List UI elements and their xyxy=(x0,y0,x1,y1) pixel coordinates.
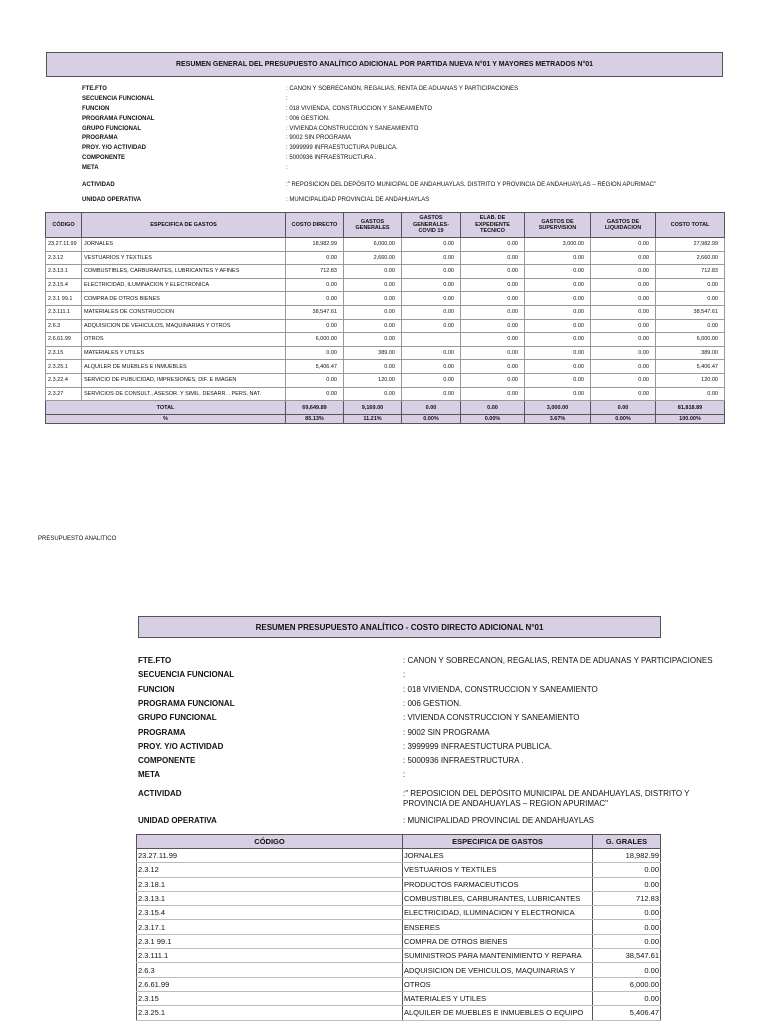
amount-cell: 0.00 xyxy=(286,278,344,292)
amount-cell: 0.00 xyxy=(525,278,591,292)
code-cell: 2.3.25.1 xyxy=(46,360,82,374)
caption-presupuesto-analitico: PRESUPUESTO ANALITICO xyxy=(38,536,117,542)
amount-cell: 0.00 xyxy=(461,278,525,292)
amount-cell: 0.00 xyxy=(402,251,461,265)
spec-cell: ALQUILER DE MUEBLES E INMUEBLES O EQUIPO xyxy=(403,1006,593,1020)
amount-cell: 0.00 xyxy=(656,319,725,333)
amount-cell: 0.00 xyxy=(344,265,402,279)
amount-cell: 0.00 xyxy=(591,305,656,319)
table-row xyxy=(46,360,725,374)
amount-cell: 0.00 xyxy=(344,305,402,319)
amount-cell: 0.00 xyxy=(402,278,461,292)
amount-cell: 0.00 xyxy=(461,319,525,333)
code-cell: 2.3.27 xyxy=(46,387,82,401)
amount-cell: 0.00 xyxy=(593,963,661,977)
total-row-label: TOTAL xyxy=(46,401,286,415)
info-label: ACTIVIDAD xyxy=(82,182,115,188)
info-label: META xyxy=(82,165,99,171)
info-label: PROGRAMA FUNCIONAL xyxy=(82,116,155,122)
info-label: GRUPO FUNCIONAL xyxy=(82,126,141,132)
amount-cell: 0.00 xyxy=(525,373,591,387)
amount-cell: 0.00 xyxy=(591,387,656,401)
amount-cell: 0.00 xyxy=(402,346,461,360)
column-header: ESPECIFICA DE GASTOS xyxy=(82,213,286,238)
amount-cell: 0.00 xyxy=(593,991,661,1005)
amount-cell: 0.00 xyxy=(525,305,591,319)
spec-cell: PRODUCTOS FARMACEUTICOS xyxy=(403,877,593,891)
amount-cell: 0.00 xyxy=(344,278,402,292)
code-cell: 2.6.61.99 xyxy=(137,977,403,991)
percent-row-cell: 100.00% xyxy=(656,415,725,424)
amount-cell: 0.00 xyxy=(402,292,461,306)
percent-row-cell: 0.00% xyxy=(461,415,525,424)
column-header: ESPECIFICA DE GASTOS xyxy=(403,835,593,849)
total-row-cell: 0.00 xyxy=(591,401,656,415)
info-value: : 9002 SIN PROGRAMA xyxy=(403,727,490,737)
info-label: FTE.FTO xyxy=(138,656,172,665)
amount-cell: 0.00 xyxy=(593,906,661,920)
amount-cell: 0.00 xyxy=(461,265,525,279)
info-value: : MUNICIPALIDAD PROVINCIAL DE ANDAHUAYLAS xyxy=(286,197,430,203)
info-value: : 018 VIVIENDA, CONSTRUCCION Y SANEAMIENTO xyxy=(286,106,433,112)
amount-cell: 0.00 xyxy=(591,346,656,360)
amount-cell: 0.00 xyxy=(525,346,591,360)
code-cell: 2.3.12 xyxy=(46,251,82,265)
amount-cell: 0.00 xyxy=(525,319,591,333)
code-cell: 2.3.1 99.1 xyxy=(137,934,403,948)
amount-cell: 0.00 xyxy=(286,346,344,360)
column-header: CÓDIGO xyxy=(46,213,82,238)
amount-cell: 0.00 xyxy=(525,360,591,374)
table-row xyxy=(46,387,725,401)
table-row xyxy=(46,292,725,306)
info-value: : 5000936 INFRAESTRUCTURA . xyxy=(286,155,377,161)
amount-cell: 0.00 xyxy=(591,360,656,374)
amount-cell: 0.00 xyxy=(591,238,656,252)
amount-cell: 18,982.99 xyxy=(593,849,661,863)
column-header: GASTOS DE LIQUIDACION xyxy=(591,213,656,238)
summary-title: RESUMEN GENERAL DEL PRESUPUESTO ANALÍTICO ADICIONAL POR PARTIDA NUEVA N°01 Y MAYORES METRADOS N°01 xyxy=(46,52,723,77)
info-value: : xyxy=(286,165,288,171)
column-header: COSTO DIRECTO xyxy=(286,213,344,238)
amount-cell: 0.00 xyxy=(461,238,525,252)
spec-cell: ELECTRICIDAD, ILUMINACION Y ELECTRONICA xyxy=(403,906,593,920)
table-row xyxy=(46,251,725,265)
info-label: PROGRAMA FUNCIONAL xyxy=(138,698,235,708)
column-header: GASTOS DE SUPERVISION xyxy=(525,213,591,238)
summary-info-block xyxy=(82,84,722,206)
spec-cell: ADQUISICION DE VEHICULOS, MAQUINARIAS Y OTROS xyxy=(82,319,286,333)
spec-cell: ELECTRICIDAD, ILUMINACION Y ELECTRONICA xyxy=(82,278,286,292)
code-cell: 2.6.3 xyxy=(46,319,82,333)
amount-cell: 0.00 xyxy=(461,346,525,360)
spec-cell: COMPRA DE OTROS BIENES xyxy=(82,292,286,306)
info-label: SECUENCIA FUNCIONAL xyxy=(138,670,235,680)
percent-row-cell: 3.67% xyxy=(525,415,591,424)
info-label: FUNCION xyxy=(82,106,110,112)
percent-row-cell: 0.00% xyxy=(402,415,461,424)
table-row xyxy=(46,333,725,347)
code-cell: 2.3.22.4 xyxy=(46,373,82,387)
info-label: SECUENCIA FUNCIONAL xyxy=(82,96,155,102)
amount-cell: 0.00 xyxy=(525,387,591,401)
table-row xyxy=(46,346,725,360)
info-value: : 3999999 INFRAESTUCTURA PUBLICA. xyxy=(403,741,552,751)
amount-cell: 38,547.61 xyxy=(656,305,725,319)
amount-cell: 0.00 xyxy=(591,265,656,279)
amount-cell: 0.00 xyxy=(656,292,725,306)
code-cell: 2.6.61.99 xyxy=(46,333,82,347)
amount-cell xyxy=(402,333,461,347)
info-value: : 5000936 INFRAESTRUCTURA . xyxy=(403,756,524,766)
amount-cell: 712.83 xyxy=(656,265,725,279)
amount-cell: 0.00 xyxy=(286,319,344,333)
column-header: ELAB. DE EXPEDIENTE TECNICO xyxy=(461,213,525,238)
amount-cell: 0.00 xyxy=(591,333,656,347)
table-row xyxy=(137,906,661,920)
spec-cell: ADQUISICION DE VEHICULOS, MAQUINARIAS Y xyxy=(403,963,593,977)
amount-cell: 712.83 xyxy=(593,891,661,905)
amount-cell: 2,660.00 xyxy=(656,251,725,265)
info-value: PROVINCIA DE ANDAHUAYLAS – REGION APURIMAC" xyxy=(403,799,608,808)
table-row xyxy=(46,278,725,292)
amount-cell: 0.00 xyxy=(525,251,591,265)
table-row xyxy=(137,877,661,891)
table-row xyxy=(137,849,661,863)
code-cell: 2.3.111.1 xyxy=(46,305,82,319)
percent-row xyxy=(46,415,725,424)
percent-row-label: % xyxy=(46,415,286,424)
info-value: :" REPOSICION DEL DEPÓSITO MUNICIPAL DE ANDAHUAYLAS, DISTRITO Y PROVINCIA DE ANDAHUAYLAS – REGION APURIMAC" xyxy=(286,182,657,188)
detail-budget-table xyxy=(136,834,661,1021)
amount-cell: 38,547.61 xyxy=(593,949,661,963)
total-row-cell: 9,169.00 xyxy=(344,401,402,415)
amount-cell: 120.00 xyxy=(656,373,725,387)
total-row-cell: 3,000.00 xyxy=(525,401,591,415)
info-value: : xyxy=(286,96,288,102)
amount-cell: 0.00 xyxy=(402,387,461,401)
code-cell: 2.6.3 xyxy=(137,963,403,977)
info-label: COMPONENTE xyxy=(82,155,126,161)
total-row-cell: 81,818.89 xyxy=(656,401,725,415)
amount-cell: 3,000.00 xyxy=(525,238,591,252)
info-value: : VIVIENDA CONSTRUCCION Y SANEAMIENTO xyxy=(403,713,580,723)
spec-cell: ALQUILER DE MUEBLES E INMUEBLES xyxy=(82,360,286,374)
amount-cell: 0.00 xyxy=(344,387,402,401)
amount-cell: 0.00 xyxy=(591,373,656,387)
info-label: UNIDAD OPERATIVA xyxy=(82,197,142,203)
amount-cell: 6,000.00 xyxy=(286,333,344,347)
amount-cell: 0.00 xyxy=(461,305,525,319)
amount-cell: 0.00 xyxy=(591,278,656,292)
code-cell: 2.3.15 xyxy=(137,991,403,1005)
amount-cell: 389.00 xyxy=(344,346,402,360)
code-cell: 2.3.111.1 xyxy=(137,949,403,963)
amount-cell: 0.00 xyxy=(286,292,344,306)
amount-cell: 0.00 xyxy=(402,360,461,374)
amount-cell: 120.00 xyxy=(344,373,402,387)
info-value: :" REPOSICION DEL DEPÓSITO MUNICIPAL DE ANDAHUAYLAS, DISTRITO Y xyxy=(403,789,690,798)
spec-cell: ENSERES xyxy=(403,920,593,934)
amount-cell: 0.00 xyxy=(344,333,402,347)
amount-cell: 0.00 xyxy=(656,278,725,292)
spec-cell: VESTUARIOS Y TEXTILES xyxy=(82,251,286,265)
table-row xyxy=(137,963,661,977)
amount-cell: 0.00 xyxy=(286,251,344,265)
column-header: GASTOS GENERALES- COVID 19 xyxy=(402,213,461,238)
amount-cell: 0.00 xyxy=(593,920,661,934)
amount-cell: 0.00 xyxy=(461,387,525,401)
code-cell: 2.3.13.1 xyxy=(137,891,403,905)
table-row xyxy=(137,863,661,877)
spec-cell: COMBUSTIBLES, CARBURANTES, LUBRICANTES Y AFINES xyxy=(82,265,286,279)
amount-cell: 0.00 xyxy=(344,360,402,374)
info-label: PROY. Y/O ACTIVIDAD xyxy=(82,145,147,151)
amount-cell: 0.00 xyxy=(461,373,525,387)
info-value: : 9002 SIN PROGRAMA xyxy=(286,135,352,141)
code-cell: 2.3.18.1 xyxy=(137,877,403,891)
table-row xyxy=(46,265,725,279)
column-header: CÓDIGO xyxy=(137,835,403,849)
amount-cell: 0.00 xyxy=(402,265,461,279)
info-value: : 006 GESTION. xyxy=(403,698,462,708)
info-label: META xyxy=(138,770,161,780)
info-label: COMPONENTE xyxy=(138,756,196,766)
spec-cell: JORNALES xyxy=(403,849,593,863)
amount-cell: 0.00 xyxy=(344,319,402,333)
column-header: GASTOS GENERALES xyxy=(344,213,402,238)
code-cell: 2.3.13.1 xyxy=(46,265,82,279)
amount-cell: 0.00 xyxy=(593,934,661,948)
amount-cell: 0.00 xyxy=(591,251,656,265)
spec-cell: SUMINISTROS PARA MANTENIMIENTO Y REPARA xyxy=(403,949,593,963)
info-label: PROGRAMA xyxy=(138,727,186,737)
amount-cell: 0.00 xyxy=(591,319,656,333)
spec-cell: OTROS xyxy=(403,977,593,991)
amount-cell: 0.00 xyxy=(525,292,591,306)
code-cell: 23.27.11.99 xyxy=(137,849,403,863)
spec-cell: JORNALES xyxy=(82,238,286,252)
info-label: ACTIVIDAD xyxy=(138,789,182,798)
amount-cell: 0.00 xyxy=(591,292,656,306)
percent-row-cell: 85.13% xyxy=(286,415,344,424)
amount-cell: 0.00 xyxy=(525,333,591,347)
spec-cell: MATERIALES Y UTILES xyxy=(403,991,593,1005)
amount-cell: 0.00 xyxy=(593,863,661,877)
total-row-cell: 0.00 xyxy=(402,401,461,415)
total-row xyxy=(46,401,725,415)
info-label: FTE.FTO xyxy=(82,86,107,92)
summary-table-header xyxy=(46,213,725,238)
info-value: : CANON Y SOBRECANON, REGALIAS, RENTA DE ADUANAS Y PARTICIPACIONES xyxy=(403,656,713,665)
amount-cell: 0.00 xyxy=(402,238,461,252)
table-row xyxy=(137,891,661,905)
info-label: PROGRAMA xyxy=(82,135,118,141)
info-value: : 3999999 INFRAESTUCTURA PUBLICA. xyxy=(286,145,398,151)
code-cell: 2.3.15.4 xyxy=(46,278,82,292)
table-row xyxy=(137,949,661,963)
amount-cell: 0.00 xyxy=(461,333,525,347)
amount-cell: 389.00 xyxy=(656,346,725,360)
info-value: : 006 GESTION. xyxy=(286,116,330,122)
amount-cell: 0.00 xyxy=(461,360,525,374)
table-row xyxy=(137,977,661,991)
detail-title: RESUMEN PRESUPUESTO ANALÍTICO - COSTO DIRECTO ADICIONAL N°01 xyxy=(138,616,661,638)
table-row xyxy=(46,373,725,387)
amount-cell: 5,406.47 xyxy=(286,360,344,374)
total-row-cell: 0.00 xyxy=(461,401,525,415)
total-row-cell: 69,649.89 xyxy=(286,401,344,415)
info-value: : MUNICIPALIDAD PROVINCIAL DE ANDAHUAYLAS xyxy=(403,816,595,825)
amount-cell: 0.00 xyxy=(344,292,402,306)
info-label: UNIDAD OPERATIVA xyxy=(138,816,217,825)
info-label: PROY. Y/O ACTIVIDAD xyxy=(138,741,224,751)
spec-cell: COMBUSTIBLES, CARBURANTES, LUBRICANTES xyxy=(403,891,593,905)
amount-cell: 0.00 xyxy=(593,877,661,891)
amount-cell: 2,660.00 xyxy=(344,251,402,265)
table-row xyxy=(46,305,725,319)
table-row xyxy=(137,991,661,1005)
percent-row-cell: 0.00% xyxy=(591,415,656,424)
detail-table-header xyxy=(137,835,661,849)
amount-cell: 6,000.00 xyxy=(344,238,402,252)
spec-cell: VESTUARIOS Y TEXTILES xyxy=(403,863,593,877)
amount-cell: 0.00 xyxy=(286,387,344,401)
amount-cell: 0.00 xyxy=(656,387,725,401)
column-header: COSTO TOTAL xyxy=(656,213,725,238)
code-cell: 2.3.15.4 xyxy=(137,906,403,920)
amount-cell: 27,982.99 xyxy=(656,238,725,252)
code-cell: 2.3.17.1 xyxy=(137,920,403,934)
info-label: FUNCION xyxy=(138,684,175,694)
amount-cell: 0.00 xyxy=(402,319,461,333)
spec-cell: MATERIALES DE CONSTRUCCION xyxy=(82,305,286,319)
table-row xyxy=(46,319,725,333)
code-cell: 2.3.15 xyxy=(46,346,82,360)
code-cell: 23.27.11.99 xyxy=(46,238,82,252)
info-value: : xyxy=(403,770,406,780)
info-label: GRUPO FUNCIONAL xyxy=(138,713,217,723)
table-row xyxy=(137,934,661,948)
amount-cell: 38,547.61 xyxy=(286,305,344,319)
amount-cell: 0.00 xyxy=(402,305,461,319)
info-value: : CANON Y SOBRECANON, REGALIAS, RENTA DE ADUANAS Y PARTICIPACIONES xyxy=(286,86,519,92)
detail-info-block xyxy=(138,654,738,830)
spec-cell: SERVICIO DE PUBLICIDAD, IMPRESIONES, DIF. E IMAGEN xyxy=(82,373,286,387)
amount-cell: 5,406.47 xyxy=(656,360,725,374)
info-value: : 018 VIVIENDA, CONSTRUCCION Y SANEAMIENTO xyxy=(403,684,598,694)
amount-cell: 0.00 xyxy=(402,373,461,387)
amount-cell: 0.00 xyxy=(525,265,591,279)
amount-cell: 6,000.00 xyxy=(656,333,725,347)
table-row xyxy=(46,238,725,252)
spec-cell: SERVICIOS DE CONSULT., ASESOR. Y SIMIL. DESARR. . PERS. NAT. xyxy=(82,387,286,401)
info-value: : xyxy=(403,670,406,680)
spec-cell: OTROS xyxy=(82,333,286,347)
spec-cell: MATERIALES Y UTILES xyxy=(82,346,286,360)
amount-cell: 712.83 xyxy=(286,265,344,279)
percent-row-cell: 11.21% xyxy=(344,415,402,424)
spec-cell: COMPRA DE OTROS BIENES xyxy=(403,934,593,948)
amount-cell: 0.00 xyxy=(461,251,525,265)
code-cell: 2.3.25.1 xyxy=(137,1006,403,1020)
amount-cell: 18,982.99 xyxy=(286,238,344,252)
amount-cell: 0.00 xyxy=(461,292,525,306)
amount-cell: 5,406.47 xyxy=(593,1006,661,1020)
code-cell: 2.3.1 99.1 xyxy=(46,292,82,306)
column-header: G. GRALES xyxy=(593,835,661,849)
summary-budget-table xyxy=(45,212,725,424)
code-cell: 2.3.12 xyxy=(137,863,403,877)
table-row xyxy=(137,920,661,934)
table-row xyxy=(137,1006,661,1020)
amount-cell: 6,000.00 xyxy=(593,977,661,991)
amount-cell: 0.00 xyxy=(286,373,344,387)
info-value: : VIVIENDA CONSTRUCCION Y SANEAMIENTO xyxy=(286,126,419,132)
